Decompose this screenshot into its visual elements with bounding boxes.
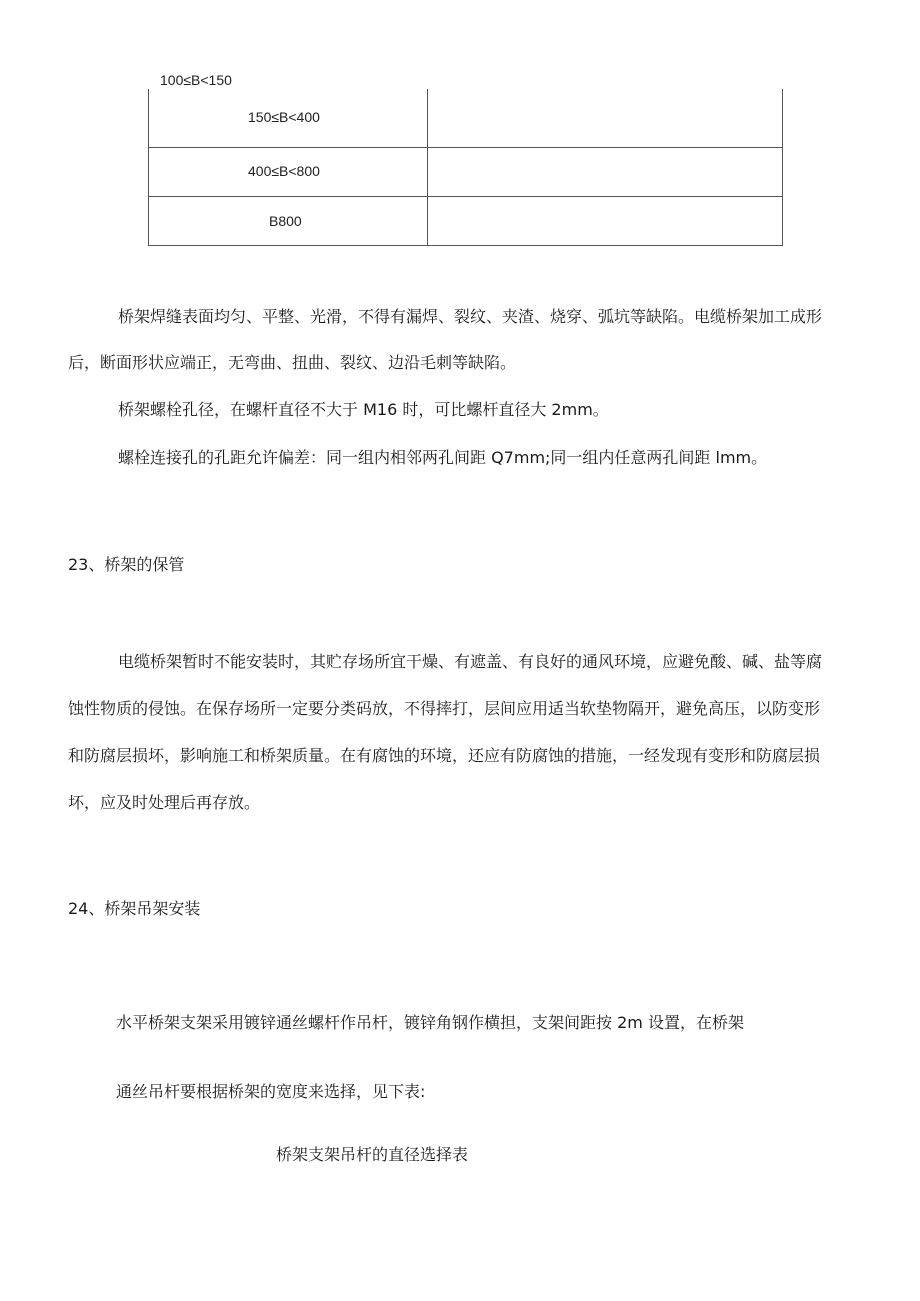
hole-spacing-paragraph: 螺栓连接孔的孔距允许偏差：同一组内相邻两孔间距 Q7mm;同一组内任意两孔间距 lmm。 [118,448,768,467]
table-caption: 桥架支架吊杆的直径选择表 [276,1145,469,1164]
section-23-line: 蚀性物质的侵蚀。在保存场所一定要分类码放，不得摔打，层间应用适当软垫物隔开，避免高压，以防变形 [68,699,821,718]
table-border-bottom [148,245,783,246]
section-23-heading: 23、桥架的保管 [68,555,185,574]
table-top-label: 100≤B<150 [160,72,232,88]
table-cell-range: B800 [269,213,302,229]
table-row-divider [148,147,783,148]
table-border-left [148,89,149,246]
section-23-line: 电缆桥架暂时不能安装时，其贮存场所宜干燥、有遮盖、有良好的通风环境，应避免酸、碱、盐等腐 [118,652,823,671]
table-border-middle [427,89,428,246]
section-24-heading: 24、桥架吊架安装 [68,899,201,918]
section-24-line: 通丝吊杆要根据桥架的宽度来选择，见下表: [116,1082,426,1101]
weld-text-line1: 桥架焊缝表面均匀、平整、光滑，不得有漏焊、裂纹、夹渣、烧穿、弧坑等缺陷。电缆桥架加工成形 [118,307,823,326]
table-border-right [782,89,783,246]
section-24-line: 水平桥架支架采用镀锌通丝螺杆作吊杆，镀锌角钢作横担，支架间距按 2m 设置，在桥架 [116,1013,744,1032]
section-23-line: 坏，应及时处理后再存放。 [68,793,261,812]
weld-text-line2: 后，断面形状应端正，无弯曲、扭曲、裂纹、边沿毛刺等缺陷。 [68,353,517,372]
bolt-hole-paragraph: 桥架螺栓孔径，在螺杆直径不大于 M16 时，可比螺杆直径大 2mm。 [118,400,609,419]
section-23-line: 和防腐层损坏，影响施工和桥架质量。在有腐蚀的环境，还应有防腐蚀的措施，一经发现有变形和防腐层损 [68,746,821,765]
table-cell-range: 400≤B<800 [248,163,320,179]
table-cell-range: 150≤B<400 [248,109,320,125]
table-row-divider [148,196,783,197]
